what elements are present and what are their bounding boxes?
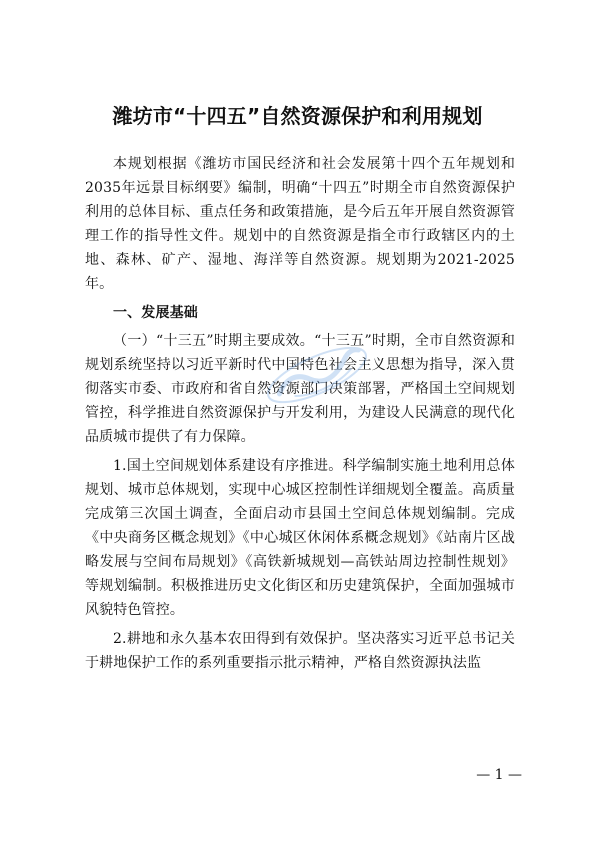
section-heading: 一、发展基础 [113,305,198,321]
farmland-paragraph: 2.耕地和永久基本农田得到有效保护。坚决落实习近平总书记关于耕地保护工作的系列重要指示批示精神，严格自然资源执法监 [85,631,515,671]
planning-paragraph: 1.国土空间规划体系建设有序推进。科学编制实施土地利用总体规划、城市总体规划，实现中心城区控制性详细规划全覆盖。高质量完成第三次国土调查，全面启动市县国土空间总体规划编制。完成《中央商务区概念规划》《中心城区休闲体系概念规划》《站南片区战略发展与空间布局规划》《高铁新城规划—高铁站周边控制性规划》等规划编制。积极推进历史文化街区和历史建筑保护，全面加强城市风貌特色管控。 [85,458,515,618]
achievements-paragraph: （一）“十三五”时期主要成效。“十三五”时期，全市自然资源和规划系统坚持以习近平新时代中国特色社会主义思想为指导，深入贯彻落实市委、市政府和省自然资源部门决策部署，严格国土空间规划管控，科学推进自然资源保护与开发利用，为建设人民满意的现代化品质城市提供了有力保障。 [85,333,515,445]
intro-paragraph: 本规划根据《潍坊市国民经济和社会发展第十四个五年规划和2035年远景目标纲要》编制，明确“十四五”时期全市自然资源保护利用的总体目标、重点任务和政策措施，是今后五年开展自然资源管理工作的指导性文件。规划中的自然资源是指全市行政辖区内的土地、森林、矿产、湿地、海洋等自然资源。规划期为2021-2025年。 [85,156,515,292]
page-number: — 1 — [476,767,522,783]
document-body [85,152,515,680]
document-title: 潍坊市“十四五”自然资源保护和利用规划 [112,104,483,128]
